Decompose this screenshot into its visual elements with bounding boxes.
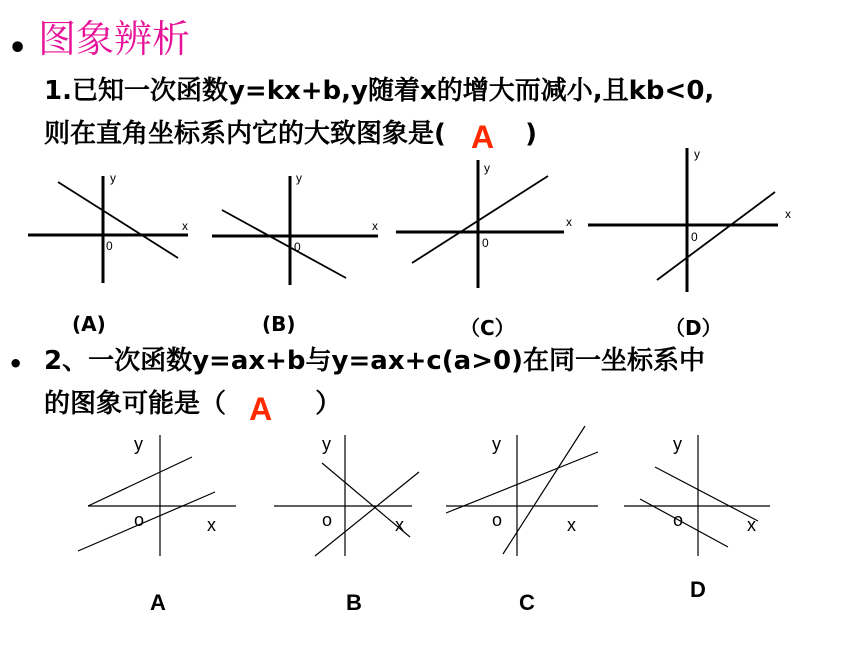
slide-title: 图象辨析: [38, 17, 191, 61]
q2b-origin: o: [322, 510, 333, 530]
q2c-line-1: [446, 452, 598, 513]
q2c-x-label: x: [567, 515, 576, 535]
q1b-origin: 0: [294, 240, 301, 254]
q1b-line: [222, 210, 346, 278]
q2-graph-d: [624, 434, 770, 556]
q2d-line-1: [655, 467, 758, 521]
q1-graph-a: [28, 171, 188, 283]
q1c-y-label: y: [484, 161, 490, 175]
q2-graphs: [0, 420, 860, 565]
q2-line2-prefix: 的图象可能是（: [44, 389, 227, 419]
q2-option-b: B: [346, 590, 362, 615]
q2c-y-label: y: [492, 434, 501, 454]
q2d-x-label: x: [747, 515, 756, 535]
q2c-origin: o: [492, 510, 503, 530]
q1c-origin: 0: [482, 236, 489, 250]
q2b-x-label: x: [395, 515, 404, 535]
q2a-y-label: y: [134, 434, 143, 454]
q2-option-c: C: [519, 590, 535, 615]
q1d-x-label: x: [785, 207, 791, 221]
q1d-origin: 0: [691, 230, 698, 244]
q1-graph-c: [396, 160, 572, 288]
q2-graph-c: [446, 426, 598, 556]
q2-line2-suffix: ）: [315, 389, 342, 419]
q1a-y-label: y: [110, 171, 116, 185]
q2d-origin: o: [673, 510, 684, 530]
q1a-line: [58, 182, 178, 258]
q1-line2-suffix: ): [525, 119, 538, 149]
q1d-y-label: y: [694, 147, 700, 161]
q2a-x-label: x: [207, 515, 216, 535]
q2-answer: A: [249, 391, 273, 427]
q1b-y-label: y: [296, 171, 302, 185]
bullet-2: •: [8, 350, 24, 378]
q2a-origin: o: [134, 510, 145, 530]
q2-line1: 2、一次函数y=ax+b与y=ax+c(a>0)在同一坐标系中: [44, 346, 705, 376]
q1a-origin: 0: [106, 239, 113, 253]
q2-line2: [44, 382, 342, 427]
q1-graphs: [0, 140, 860, 305]
q1-graph-d: [588, 147, 791, 292]
q2a-line-1: [88, 457, 192, 506]
q1c-line: [412, 176, 548, 263]
q2-option-a: A: [150, 590, 166, 615]
q1-option-c: （C）: [460, 316, 515, 340]
q2d-y-label: y: [673, 434, 682, 454]
q2b-y-label: y: [322, 434, 331, 454]
q2-graph-b: [274, 434, 419, 556]
q1-option-b: (B): [262, 312, 296, 336]
q1-line2-prefix: 则在直角坐标系内它的大致图象是(: [44, 119, 446, 149]
bullet-1: •: [8, 31, 28, 66]
q2-graph-a: [78, 434, 236, 556]
q1-option-a: (A): [72, 312, 106, 336]
q1-option-d: （D）: [665, 316, 722, 340]
q1c-x-label: x: [566, 215, 572, 229]
q1a-x-label: x: [182, 219, 188, 233]
q2-option-d: D: [690, 577, 706, 602]
q1-answer: A: [470, 119, 495, 155]
q1b-x-label: x: [372, 219, 378, 233]
q1-line1: 1.已知一次函数y=kx+b,y随着x的增大而减小,且kb<0,: [44, 76, 715, 106]
q1d-line: [657, 192, 775, 280]
q1-graph-b: [212, 171, 378, 285]
